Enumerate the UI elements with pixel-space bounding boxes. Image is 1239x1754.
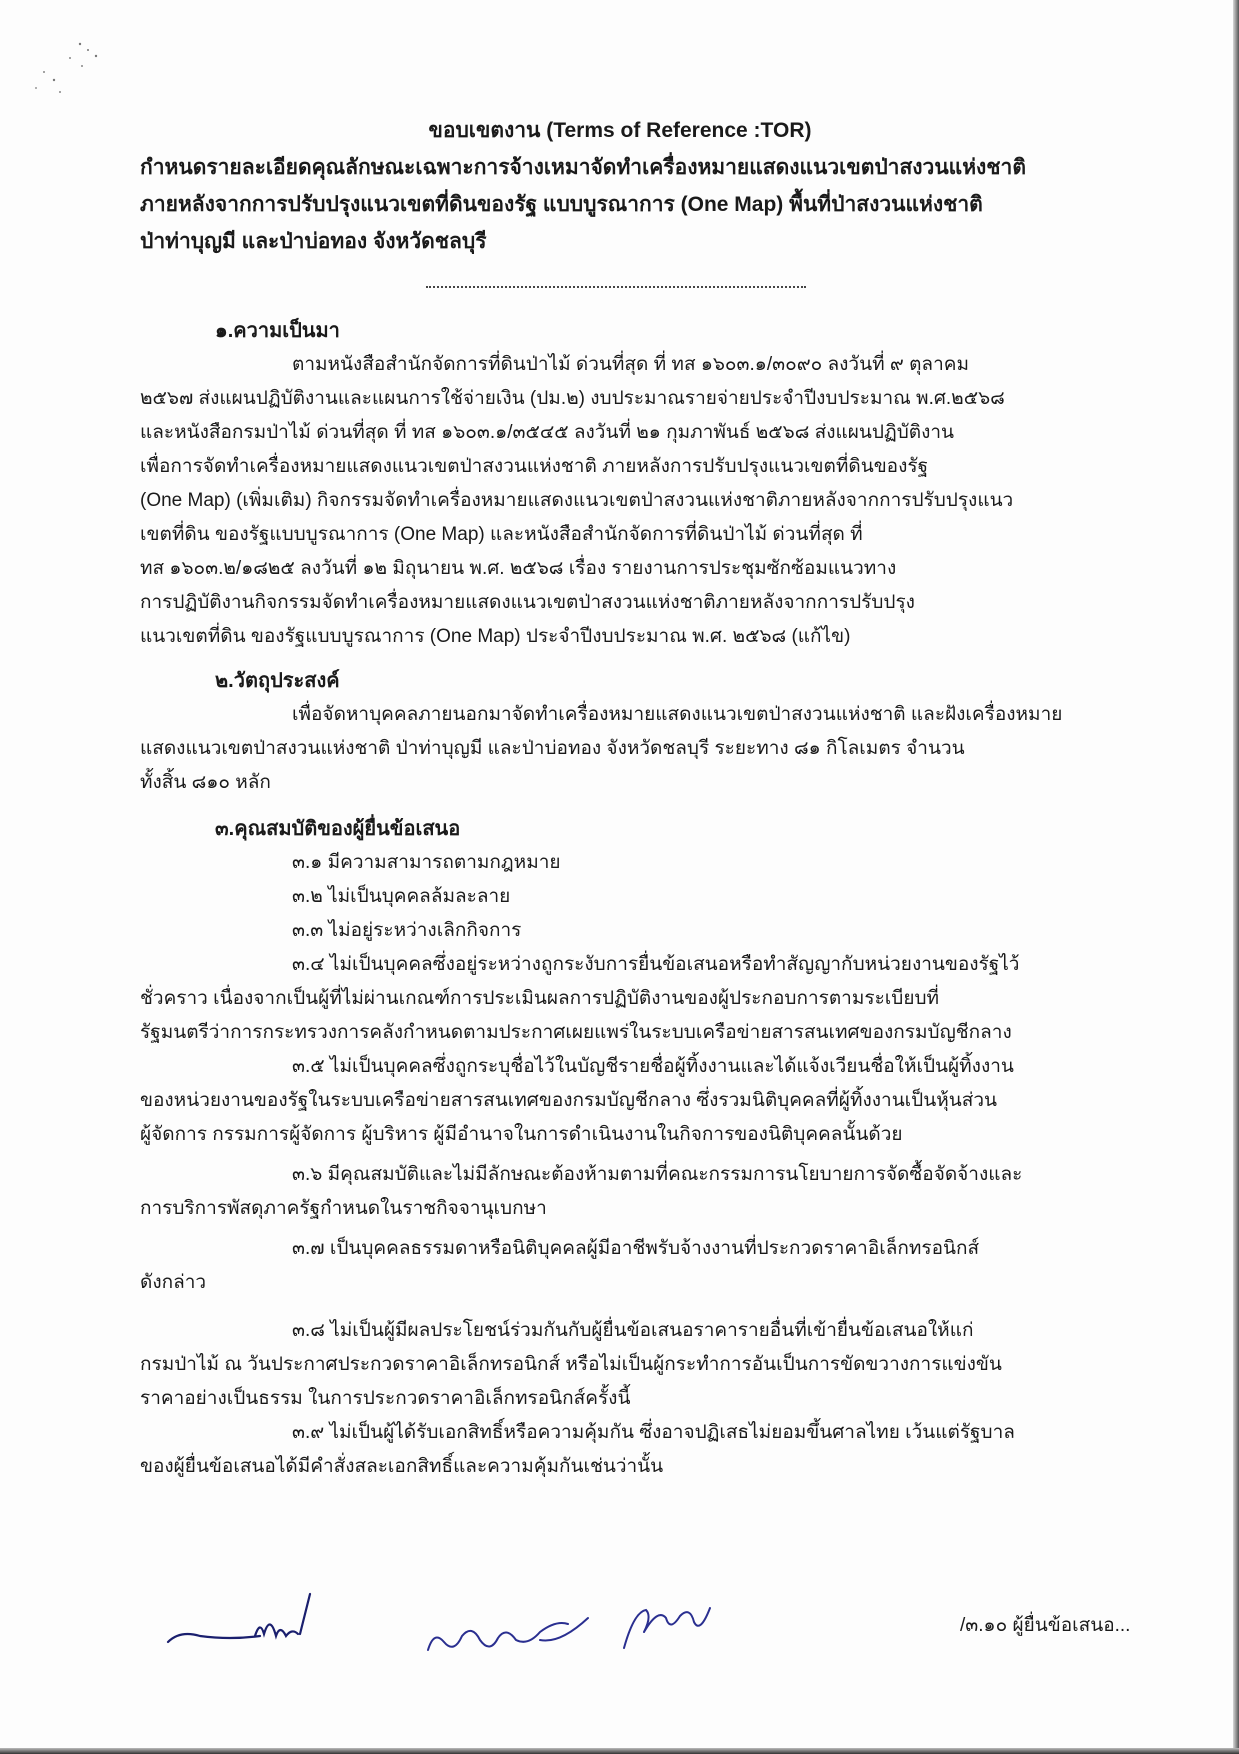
list-item: ๓.๗ เป็นบุคคลธรรมดาหรือนิติบุคคลผู้มีอาชีพรับจ้างงานที่ประกวดราคาอิเล็กทรอนิกส์ (292, 1238, 980, 1259)
paragraph-line: และหนังสือกรมป่าไม้ ด่วนที่สุด ที่ ทส ๑๖๐๓.๑/๓๕๔๕ ลงวันที่ ๒๑ กุมภาพันธ์ ๒๕๖๘ ส่งแผนปฏิบัติงาน (140, 422, 955, 443)
list-item: ๓.๓ ไม่อยู่ระหว่างเลิกกิจการ (292, 920, 522, 941)
list-item: ๓.๒ ไม่เป็นบุคคลล้มละลาย (292, 886, 511, 907)
paragraph-line: การปฏิบัติงานกิจกรรมจัดทำเครื่องหมายแสดงแนวเขตป่าสงวนแห่งชาติภายหลังจากการปรับปรุง (140, 592, 915, 613)
list-item: ๓.๖ มีคุณสมบัติและไม่มีลักษณะต้องห้ามตามที่คณะกรรมการนโยบายการจัดซื้อจัดจ้างและ (292, 1164, 1023, 1185)
paragraph-line: ชั่วคราว เนื่องจากเป็นผู้ที่ไม่ผ่านเกณฑ์การประเมินผลการปฏิบัติงานของผู้ประกอบการตามระเบียบที่ (140, 988, 940, 1009)
paragraph-line: แนวเขตที่ดิน ของรัฐแบบบูรณาการ (One Map) ประจำปีงบประมาณ พ.ศ. ๒๕๖๘ (แก้ไข) (140, 626, 851, 647)
section-heading: ๑.ความเป็นมา (215, 320, 340, 342)
paragraph-line: ของหน่วยงานของรัฐในระบบเครือข่ายสารสนเทศของกรมบัญชีกลาง ซึ่งรวมนิติบุคคลที่ผู้ทิ้งงานเป็นหุ้นส่วน (140, 1090, 997, 1111)
paragraph-line: ดังกล่าว (140, 1272, 207, 1293)
title-line: ป่าท่าบุญมี และป่าบ่อทอง จังหวัดชลบุรี (140, 230, 487, 253)
signature-1 (160, 1590, 320, 1660)
paragraph-line: ตามหนังสือสำนักจัดการที่ดินป่าไม้ ด่วนที่สุด ที่ ทส ๑๖๐๓.๑/๓๐๙๐ ลงวันที่ ๙ ตุลาคม (292, 354, 969, 375)
scan-edge-right (1233, 0, 1239, 1754)
section-heading: ๒.วัตถุประสงค์ (215, 670, 340, 692)
list-item: ๓.๔ ไม่เป็นบุคคลซึ่งอยู่ระหว่างถูกระงับการยื่นข้อเสนอหรือทำสัญญากับหน่วยงานของรัฐไว้ (292, 954, 1020, 975)
paragraph-line: แสดงแนวเขตป่าสงวนแห่งชาติ ป่าท่าบุญมี และป่าบ่อทอง จังหวัดชลบุรี ระยะทาง ๘๑ กิโลเมตร จำนวน (140, 738, 965, 759)
document-title (140, 112, 1100, 260)
paragraph-line: เพื่อจัดหาบุคคลภายนอกมาจัดทำเครื่องหมายแสดงแนวเขตป่าสงวนแห่งชาติ และฝังเครื่องหมาย (292, 704, 1063, 725)
list-item: ๓.๕ ไม่เป็นบุคคลซึ่งถูกระบุชื่อไว้ในบัญชีรายชื่อผู้ทิ้งงานและได้แจ้งเวียนชื่อให้เป็นผู้ทิ้งงาน (292, 1056, 1014, 1077)
paragraph-line: ราคาอย่างเป็นธรรม ในการประกวดราคาอิเล็กทรอนิกส์ครั้งนี้ (140, 1388, 631, 1409)
continuation-note: /๓.๑๐ ผู้ยื่นข้อเสนอ... (960, 1615, 1131, 1636)
title-line: ขอบเขตงาน (Terms of Reference :TOR) (428, 119, 812, 142)
list-item: ๓.๘ ไม่เป็นผู้มีผลประโยชน์ร่วมกันกับผู้ยื่นข้อเสนอราคารายอื่นที่เข้ายื่นข้อเสนอให้แก่ (292, 1320, 974, 1341)
paragraph-line: รัฐมนตรีว่าการกระทรวงการคลังกำหนดตามประกาศเผยแพร่ในระบบเครือข่ายสารสนเทศของกรมบัญชีกลาง (140, 1022, 1012, 1043)
paragraph-line: ผู้จัดการ กรรมการผู้จัดการ ผู้บริหาร ผู้มีอำนาจในการดำเนินงานในกิจการของนิติบุคคลนั้นด้วย (140, 1124, 903, 1145)
paragraph-line: การบริการพัสดุภาครัฐกำหนดในราชกิจจานุเบกษา (140, 1198, 547, 1219)
paragraph-line: ของผู้ยื่นข้อเสนอได้มีคำสั่งสละเอกสิทธิ์และความคุ้มกันเช่นว่านั้น (140, 1456, 664, 1477)
list-item: ๓.๑ มีความสามารถตามกฎหมาย (292, 852, 561, 873)
scan-speckle-marks (30, 36, 120, 106)
signature-3 (610, 1592, 720, 1662)
dotted-divider (426, 286, 806, 288)
signature-2 (420, 1600, 620, 1670)
paragraph-line: ทั้งสิ้น ๘๑๐ หลัก (140, 772, 271, 793)
scan-edge-bottom (0, 1748, 1239, 1754)
section-heading: ๓.คุณสมบัติของผู้ยื่นข้อเสนอ (215, 818, 461, 840)
list-item: ๓.๙ ไม่เป็นผู้ได้รับเอกสิทธิ์หรือความคุ้มกัน ซึ่งอาจปฏิเสธไม่ยอมขึ้นศาลไทย เว้นแต่รัฐบาล (292, 1422, 1015, 1443)
paragraph-line: กรมป่าไม้ ณ วันประกาศประกวดราคาอิเล็กทรอนิกส์ หรือไม่เป็นผู้กระทำการอันเป็นการขัดขวางการแข่งขัน (140, 1354, 1002, 1375)
paragraph-line: เพื่อการจัดทำเครื่องหมายแสดงแนวเขตป่าสงวนแห่งชาติ ภายหลังการปรับปรุงแนวเขตที่ดินของรัฐ (140, 456, 929, 477)
paragraph-line: (One Map) (เพิ่มเติม) กิจกรรมจัดทำเครื่องหมายแสดงแนวเขตป่าสงวนแห่งชาติภายหลังจากการปรับปรุงแนว (140, 490, 1014, 511)
paragraph-line: ทส ๑๖๐๓.๒/๑๘๒๕ ลงวันที่ ๑๒ มิถุนายน พ.ศ. ๒๕๖๘ เรื่อง รายงานการประชุมซักซ้อมแนวทาง (140, 558, 897, 579)
paragraph-line: เขตที่ดิน ของรัฐแบบบูรณาการ (One Map) และหนังสือสำนักจัดการที่ดินป่าไม้ ด่วนที่สุด ที่ (140, 524, 863, 545)
paragraph-line: ๒๕๖๗ ส่งแผนปฏิบัติงานและแผนการใช้จ่ายเงิน (ปม.๒) งบประมาณรายจ่ายประจำปีงบประมาณ พ.ศ.๒๕๖๘ (140, 388, 1005, 409)
title-line: ภายหลังจากการปรับปรุงแนวเขตที่ดินของรัฐ แบบบูรณาการ (One Map) พื้นที่ป่าสงวนแห่งชาติ (140, 193, 983, 216)
title-line: กำหนดรายละเอียดคุณลักษณะเฉพาะการจ้างเหมาจัดทำเครื่องหมายแสดงแนวเขตป่าสงวนแห่งชาติ (140, 156, 1026, 179)
